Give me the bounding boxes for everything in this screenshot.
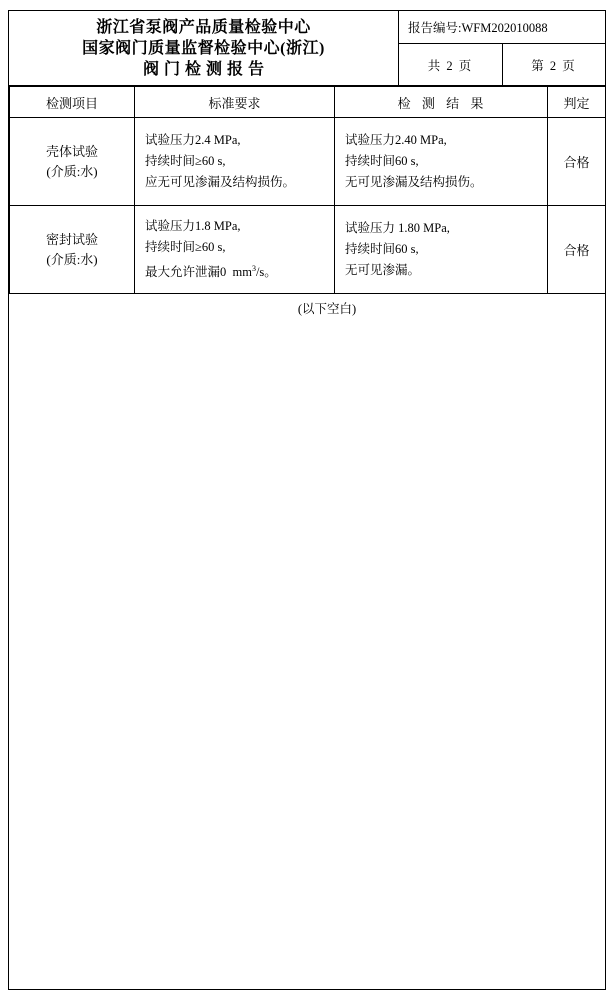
- institute-title-line-1: 浙江省泵阀产品质量检验中心: [96, 19, 311, 36]
- result-line: 无可见渗漏。: [345, 263, 421, 277]
- table-row: [10, 118, 606, 206]
- test-result-cell: [335, 206, 548, 294]
- standard-line: 试验压力2.4 MPa,: [145, 133, 241, 147]
- test-item-medium: (介质:水): [46, 251, 98, 267]
- report-title: 阀门检测报告: [142, 61, 269, 78]
- report-header: [9, 11, 605, 86]
- test-item-cell: [10, 206, 135, 294]
- blank-area-note: (以下空白): [297, 302, 357, 316]
- total-pages: 共 2 页: [399, 44, 503, 85]
- table-header-row: [10, 87, 606, 118]
- column-header-verdict: 判定: [548, 87, 606, 118]
- result-line: 试验压力 1.80 MPa,: [345, 221, 450, 235]
- page-info-row: [399, 44, 605, 85]
- result-line: 持续时间60 s,: [345, 242, 419, 256]
- result-line: 试验压力2.40 MPa,: [345, 133, 447, 147]
- report-page: [8, 10, 606, 990]
- test-results-table: [9, 86, 606, 294]
- column-header-result: 检 测 结 果: [335, 87, 548, 118]
- institute-title-line-2: 国家阀门质量监督检验中心(浙江): [82, 40, 325, 57]
- standard-line: 持续时间≥60 s,: [145, 154, 226, 168]
- report-number: 报告编号:WFM202010088: [399, 11, 605, 44]
- standard-line: 最大允许泄漏0 $mm^3/s$。: [145, 263, 277, 280]
- standard-line: 应无可见渗漏及结构损伤。: [145, 175, 296, 189]
- current-page: 第 2 页: [531, 58, 577, 73]
- column-header-standard: 标准要求: [135, 87, 335, 118]
- test-item-name: 壳体试验: [45, 143, 98, 159]
- verdict-cell: 合格: [548, 206, 606, 294]
- table-row: [10, 206, 606, 294]
- standard-line: 试验压力1.8 MPa,: [145, 218, 241, 233]
- result-line: 持续时间60 s,: [345, 154, 419, 168]
- header-title-block: [9, 11, 399, 85]
- header-meta-block: [399, 11, 605, 85]
- result-line: 无可见渗漏及结构损伤。: [345, 175, 483, 189]
- standard-requirement-cell: [135, 206, 335, 294]
- test-item-medium: (介质:水): [46, 163, 98, 179]
- standard-requirement-cell: [135, 118, 335, 206]
- test-item-name: 密封试验: [45, 231, 98, 247]
- test-item-cell: [10, 118, 135, 206]
- verdict-cell: 合格: [548, 118, 606, 206]
- standard-line: 持续时间≥60 s,: [145, 239, 226, 254]
- test-result-cell: [335, 118, 548, 206]
- column-header-item: 检测项目: [10, 87, 135, 118]
